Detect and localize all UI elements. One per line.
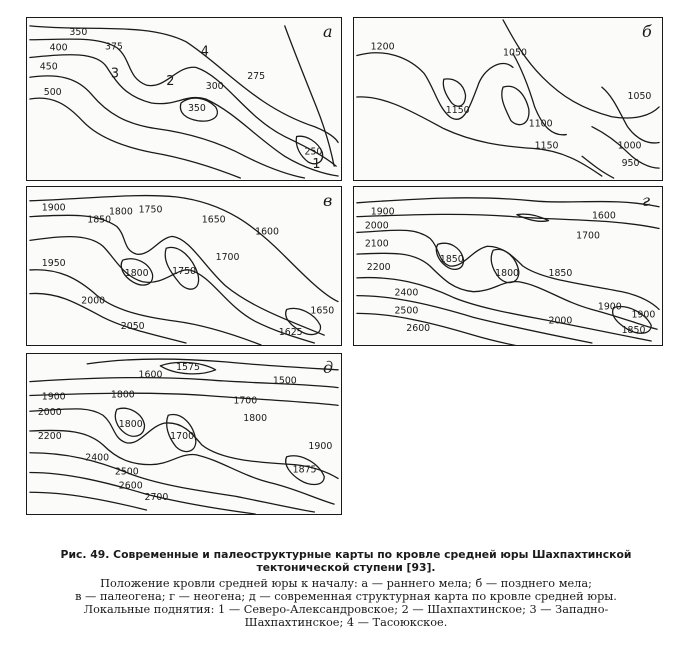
contour-label: 1900	[370, 206, 395, 218]
contour-label: 2000	[37, 407, 62, 419]
uplift-number: 3	[110, 66, 120, 82]
contour-label: 2700	[144, 492, 169, 504]
contour-map-v	[27, 187, 341, 345]
contour-label: 1900	[308, 440, 333, 452]
contour-label: 350	[69, 26, 88, 38]
contour-label: 1800	[243, 413, 268, 425]
contour-map-d	[27, 354, 341, 514]
caption-line: Положение кровли средней юры к началу: а — раннего мела; б — позднего мела;	[100, 577, 592, 590]
contour-label: 2400	[394, 287, 419, 299]
contour-map-g	[354, 187, 662, 345]
caption-line: в — палеогена; г — неогена; д — современная структурная карта по кровле средней юры.	[75, 590, 617, 603]
contour-label: 1750	[138, 204, 163, 216]
contour-label: 400	[49, 42, 68, 54]
contour-label: 1650	[310, 305, 335, 317]
figure-caption-title: Рис. 49. Современные и палеоструктурные карты по кровле средней юры Шахпахтинской тектонической ступени [93].	[60, 548, 632, 574]
contour-label: 1900	[597, 301, 622, 313]
contour-label: 2000	[364, 220, 389, 232]
contour-label: 275	[247, 71, 266, 83]
contour-label: 1800	[110, 389, 135, 401]
contour-label: 1700	[576, 230, 600, 242]
contour-label: 1800	[118, 419, 143, 431]
contour-label: 1600	[255, 226, 279, 238]
contour-label: 1000	[617, 140, 642, 152]
contour-label: 1700	[233, 395, 258, 407]
contour-label: 1150	[445, 104, 470, 116]
contour-map-a	[27, 18, 341, 180]
contour-label: 2200	[37, 430, 62, 442]
map-panel-b	[353, 17, 663, 181]
contour-label: 1750	[172, 265, 197, 277]
contour-label: 2000	[548, 315, 573, 327]
contour-label: 2050	[120, 321, 145, 333]
contour-labels-g	[365, 207, 656, 337]
contour-label: 1625	[278, 327, 303, 339]
panel-letter-a: а	[323, 22, 333, 41]
contour-labels-b	[371, 42, 652, 170]
contour-label: 1700	[170, 430, 195, 442]
contour-label: 1875	[292, 464, 317, 476]
contour-label: 1575	[176, 361, 200, 373]
contour-label: 950	[621, 158, 640, 170]
contour-label: 450	[39, 61, 58, 73]
uplift-number: 2	[166, 74, 175, 90]
map-panel-v	[26, 186, 342, 346]
contour-label: 1050	[627, 91, 652, 102]
contour-label: 1850	[87, 214, 112, 226]
uplift-number: 1	[312, 157, 321, 173]
contour-label: 1950	[41, 258, 66, 269]
figure-caption-body	[22, 577, 670, 629]
contour-label: 2000	[81, 295, 106, 307]
contour-label: 1600	[138, 369, 163, 381]
contour-label: 1100	[528, 118, 553, 130]
contour-label: 375	[104, 41, 123, 53]
contour-label: 1900	[41, 202, 66, 214]
contour-label: 1200	[370, 41, 395, 53]
contour-label: 1800	[108, 206, 133, 218]
map-panel-g	[353, 186, 663, 346]
contour-label: 500	[43, 87, 62, 99]
contour-label: 1900	[631, 309, 656, 321]
contour-label: 1850	[621, 325, 646, 337]
contour-label: 1850	[548, 267, 573, 279]
contour-label: 2500	[114, 466, 139, 478]
contour-label: 2500	[394, 305, 419, 317]
panel-letter-d: д	[323, 358, 334, 377]
contour-label: 1650	[201, 214, 226, 226]
contour-label: 1700	[215, 252, 240, 264]
panel-letter-v: в	[323, 191, 333, 210]
contour-labels-v	[42, 203, 334, 338]
contour-label: 350	[187, 102, 206, 114]
contour-label: 1150	[534, 140, 559, 152]
map-panel-d	[26, 353, 342, 515]
map-panel-a	[26, 17, 342, 181]
contour-label: 2600	[118, 480, 143, 492]
contour-label: 2600	[406, 323, 431, 335]
contour-label: 2100	[364, 238, 389, 250]
contour-labels-d	[38, 362, 333, 503]
uplift-number: 4	[200, 44, 209, 60]
contour-label: 1800	[124, 267, 149, 279]
contour-label: 300	[205, 81, 224, 93]
contour-label: 1850	[439, 254, 464, 266]
contour-label: 1500	[272, 375, 297, 387]
caption-line: Шахпахтинское; 4 — Тасоюкское.	[244, 616, 448, 629]
contour-label: 1600	[591, 210, 616, 222]
contour-map-b	[354, 18, 662, 180]
contour-label: 1800	[495, 267, 520, 279]
panel-letter-b: б	[642, 22, 652, 41]
panel-letter-g: г	[642, 191, 651, 210]
contour-label: 250	[304, 146, 323, 158]
contour-label: 1050	[503, 47, 527, 59]
contour-label: 2400	[85, 452, 110, 464]
contour-label: 1900	[41, 391, 66, 403]
contour-label: 2200	[366, 261, 391, 273]
caption-line: Локальные поднятия: 1 — Северо-Александровское; 2 — Шахпахтинское; 3 — Западно-	[83, 603, 609, 616]
